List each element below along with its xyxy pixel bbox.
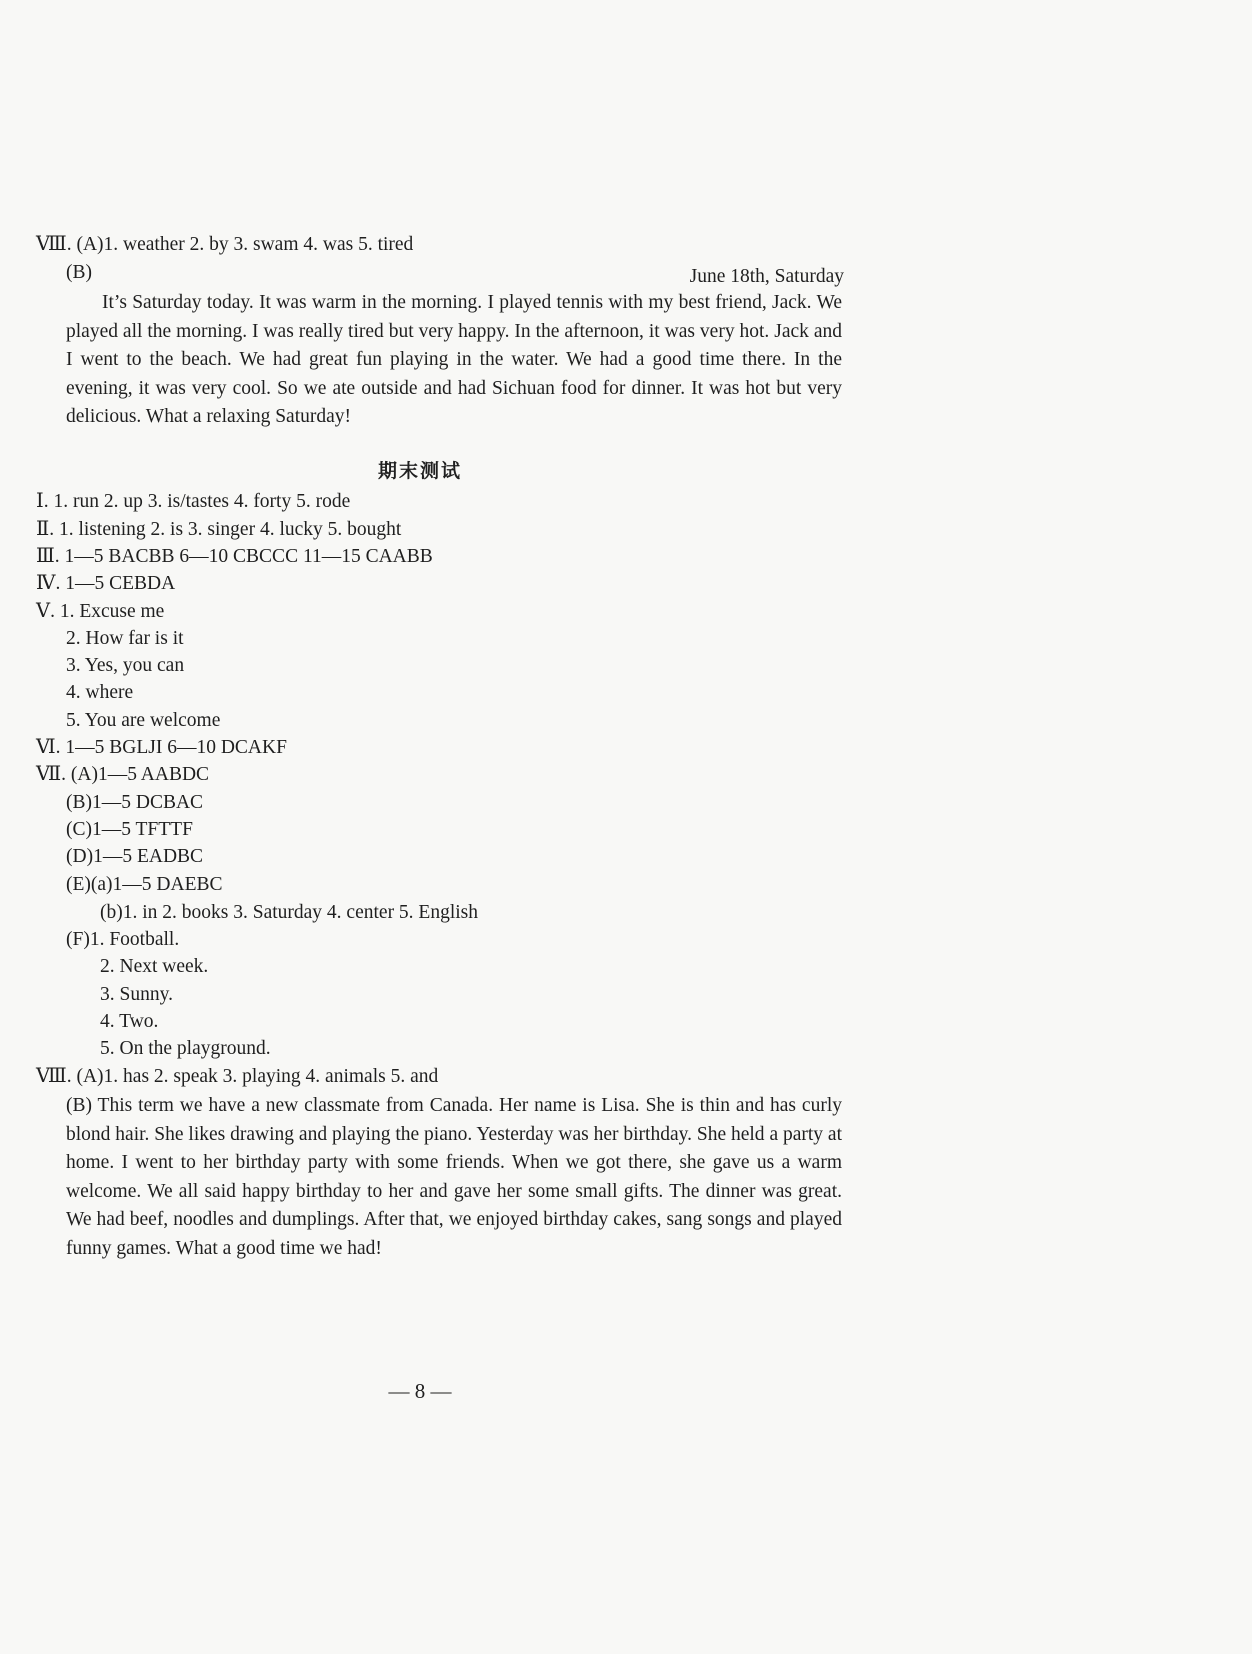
answer-line-v-2: 2. How far is it (66, 628, 184, 649)
answer-line-vii-f-4: 4. Two. (100, 1011, 159, 1032)
answer-line-v-1: Ⅴ. 1. Excuse me (36, 601, 165, 622)
answer-line-vii-c: (C)1—5 TFTTF (66, 819, 193, 840)
answer-line-iv: Ⅳ. 1—5 CEBDA (36, 573, 176, 594)
answer-line-vii-e-a: (E)(a)1—5 DAEBC (66, 874, 223, 895)
answer-line-v-4: 4. where (66, 682, 134, 703)
diary-paragraph: It’s Saturday today. It was warm in the morning. I played tennis with my best friend, Jack. We played all the morning. I was really tired but very happy. In the afternoon, it was very hot. Jack and I went to the beach. We had great fun playing in the water. We had a good time there. In the evening, it was very cool. So we ate outside and had Sichuan food for dinner. It was hot but very delicious. What a relaxing Saturday! (66, 292, 842, 428)
section-viii-a-line: Ⅷ. (A)1. weather 2. by 3. swam 4. was 5. tired (36, 234, 414, 255)
answer-line-vii-b: (B)1—5 DCBAC (66, 792, 204, 813)
answer-line-iii: Ⅲ. 1—5 BACBB 6—10 CBCCC 11—15 CAABB (36, 546, 433, 567)
answer-line-vii-f-3: 3. Sunny. (100, 984, 173, 1005)
part-b-label: (B) (66, 262, 92, 283)
answer-line-vii-f-1: (F)1. Football. (66, 929, 180, 950)
answer-line-ii: Ⅱ. 1. listening 2. is 3. singer 4. lucky 5. bought (36, 519, 402, 540)
answer-line-vii-a: Ⅶ. (A)1—5 AABDC (36, 764, 210, 785)
diary-date: June 18th, Saturday (689, 266, 844, 287)
answer-line-i: Ⅰ. 1. run 2. up 3. is/tastes 4. forty 5. rode (36, 491, 351, 512)
answer-line-vi: Ⅵ. 1—5 BGLJI 6—10 DCAKF (36, 737, 287, 758)
answer-line-v-5: 5. You are welcome (66, 710, 221, 731)
answer-line-vii-e-b: (b)1. in 2. books 3. Saturday 4. center 5. English (100, 902, 479, 923)
answer-line-vii-d: (D)1—5 EADBC (66, 846, 204, 867)
answer-line-viii-a: Ⅷ. (A)1. has 2. speak 3. playing 4. animals 5. and (36, 1066, 439, 1087)
section-heading: 期末测试 (377, 460, 462, 482)
page-number: — 8 — (388, 1379, 452, 1403)
answer-line-vii-f-5: 5. On the playground. (100, 1038, 271, 1059)
answer-line-vii-f-2: 2. Next week. (100, 956, 209, 977)
essay-paragraph: (B) This term we have a new classmate from Canada. Her name is Lisa. She is thin and has curly blond hair. She likes drawing and playing the piano. Yesterday was her birthday. She held a party at home. I went to her birthday party with some friends. When we got there, she gave us a warm welcome. We all said happy birthday to her and gave her some small gifts. The dinner was great. We had beef, noodles and dumplings. After that, we enjoyed birthday cakes, sang songs and played funny games. What a good time we had! (66, 1095, 842, 1259)
answer-line-v-3: 3. Yes, you can (66, 655, 185, 676)
